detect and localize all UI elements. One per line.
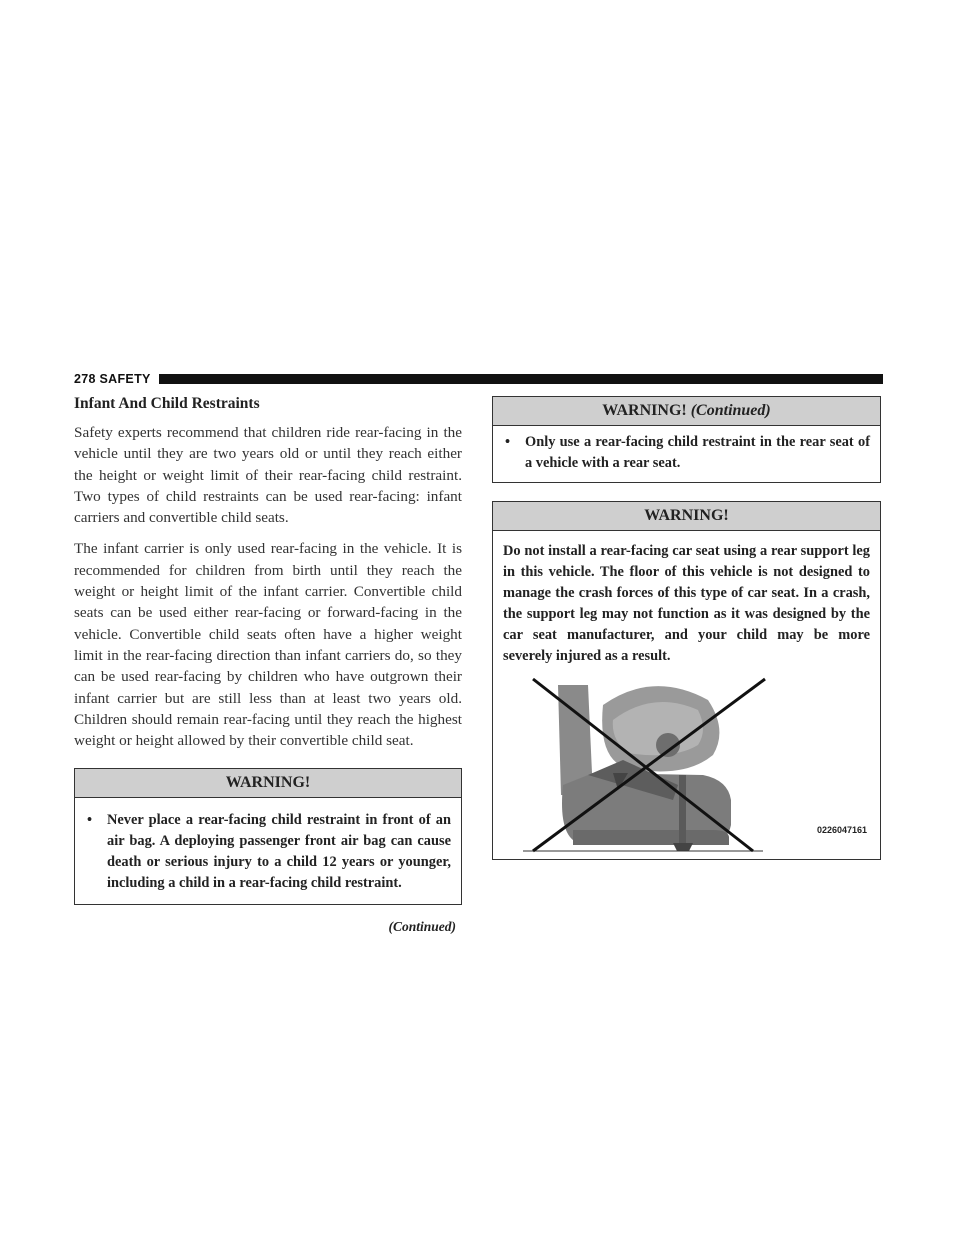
right-column — [492, 396, 881, 860]
paragraph-2: The infant carrier is only used rear-facing in the vehicle. It is recommended for children from birth until they reach the weight or height limit of the infant carrier. Convertible child seats can be used either rear-facing or forward-facing in the vehicle. Convertible child seats often have a higher weight limit in the rear-facing direction than infant carriers do, so they can be used rear-facing by children who have outgrown their infant carrier but are still less than at least two years old. Children should remain rear-facing until they reach the highest weight or height allowed by their convertible child seat. — [74, 540, 462, 750]
warning-bullet — [85, 810, 451, 894]
warning-title-continued — [493, 397, 880, 426]
bullet-icon: • — [87, 812, 93, 829]
warning-box-continued — [492, 396, 881, 483]
page-number: 278 SAFETY — [74, 372, 151, 386]
warning-title-suffix: (Continued) — [690, 402, 771, 419]
bullet-icon: • — [505, 434, 511, 450]
warning-box-1 — [74, 768, 462, 905]
warning-bullet-text: Never place a rear-facing child restraint in front of an air bag. A deploying passenger front air bag can cause death or serious injury to a child 12 years or younger, including a child in a rear-facing child restraint. — [107, 812, 451, 892]
warning-title: WARNING! — [493, 502, 880, 531]
warning-title-text: WARNING! — [602, 402, 687, 419]
left-column — [74, 395, 462, 935]
warning-text: Do not install a rear-facing car seat using a rear support leg in this vehicle. The floor of this vehicle is not designed to manage the crash forces of this type of car seat. In a crash, the support leg may not function as it was designed by the car seat manufacturer, and your child may be more severely injured as a result. — [503, 543, 870, 664]
warning-body — [493, 531, 880, 859]
page-header — [74, 372, 883, 386]
continued-note: (Continued) — [388, 919, 456, 935]
figure-code: 0226047161 — [816, 825, 867, 835]
support-leg-illustration — [503, 675, 873, 853]
warning-body-continued — [493, 426, 880, 482]
section-heading: Infant And Child Restraints — [74, 395, 260, 412]
header-rule — [159, 374, 883, 384]
warning-box-2 — [492, 501, 881, 860]
warning-bullet — [503, 432, 870, 474]
paragraph-1: Safety experts recommend that children ride rear-facing in the vehicle until they are two years old or until they reach either the height or weight limit of their rear-facing child restraint. Two types of child restraints can be used rear-facing: infant carriers and convertible child seats. — [74, 424, 462, 527]
warning-bullet-text: Only use a rear-facing child restraint in the rear seat of a vehicle with a rear seat. — [525, 434, 870, 471]
warning-title: WARNING! — [75, 769, 461, 798]
warning-body — [75, 798, 461, 904]
